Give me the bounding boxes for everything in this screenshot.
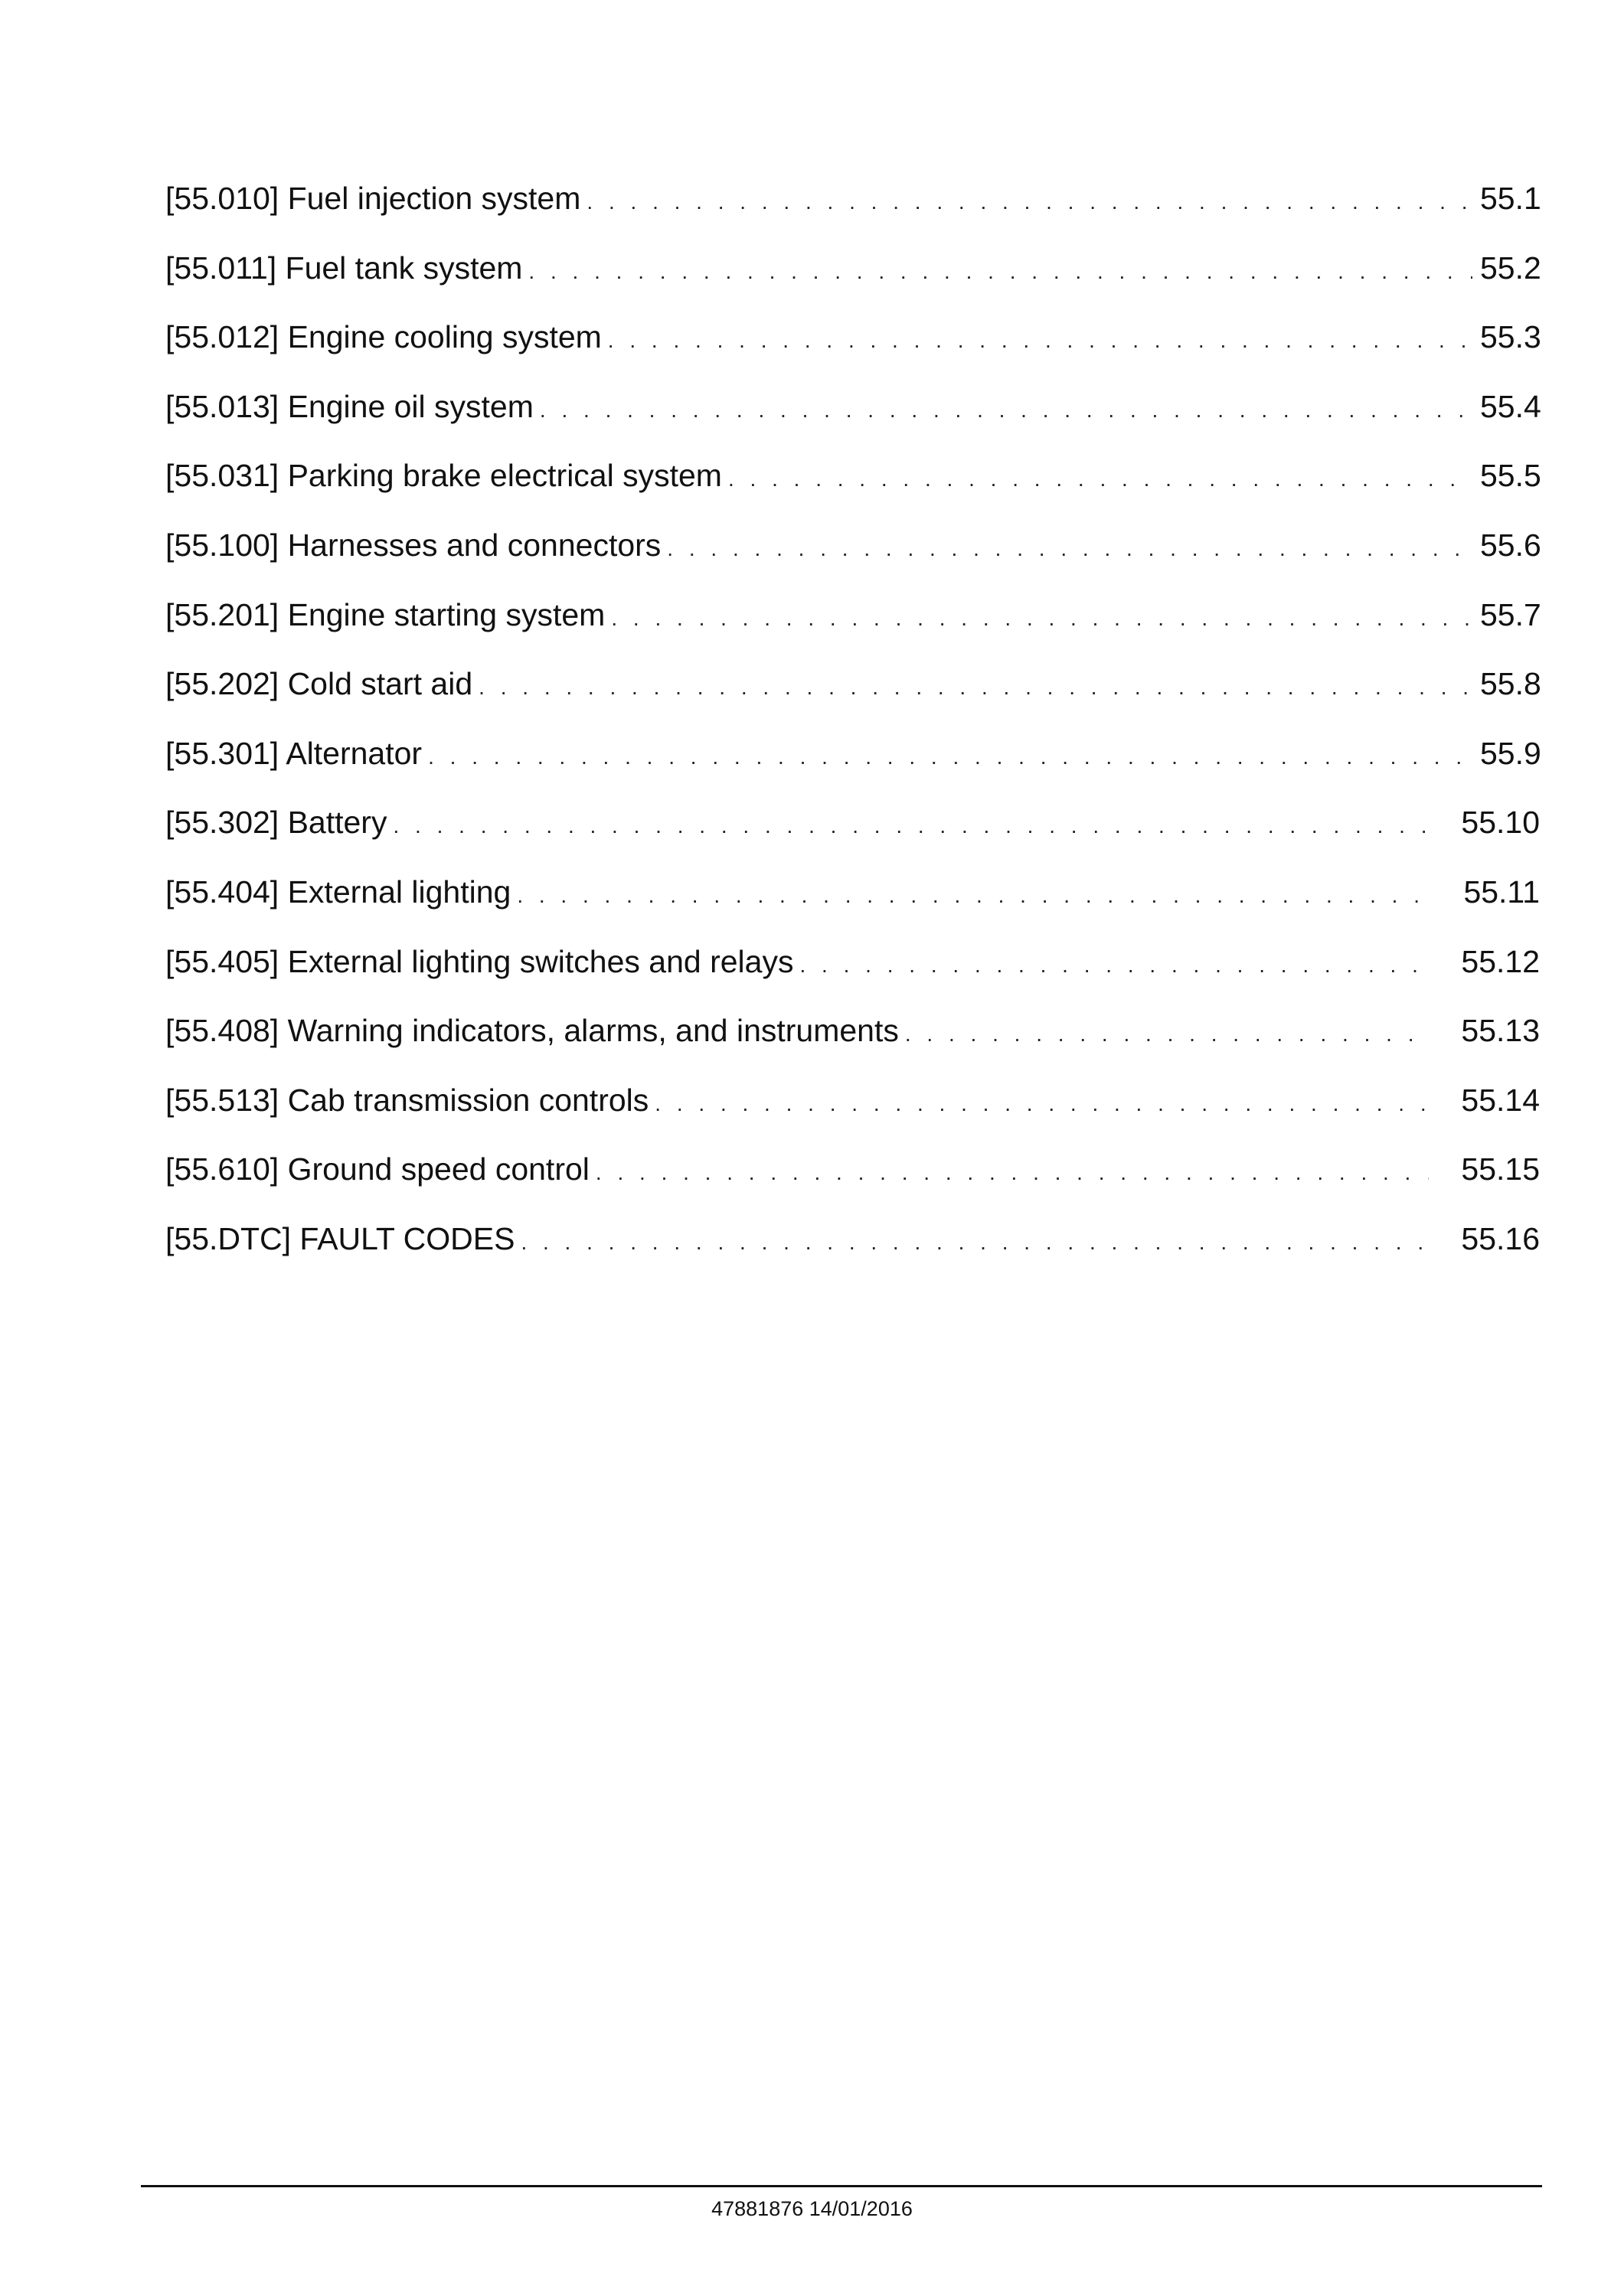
- footer-document-id: 47881876 14/01/2016: [711, 2197, 913, 2220]
- toc-entry-page[interactable]: 55.5: [1480, 458, 1541, 494]
- toc-entry[interactable]: [165, 240, 1540, 309]
- toc-entry-title[interactable]: [55.408] Warning indicators, alarms, and instruments: [165, 1013, 899, 1049]
- toc-entry-page[interactable]: 55.7: [1480, 596, 1541, 632]
- toc-dot-leader: [517, 867, 1429, 924]
- toc-entry-title[interactable]: [55.610] Ground speed control: [165, 1151, 590, 1187]
- toc-entry[interactable]: [165, 1002, 1540, 1072]
- toc-entry[interactable]: [165, 725, 1540, 795]
- toc-entry[interactable]: [165, 864, 1540, 933]
- toc-entry[interactable]: [165, 655, 1540, 725]
- toc-dot-leader: [428, 729, 1472, 785]
- toc-entry-page[interactable]: 55.10: [1461, 805, 1540, 841]
- toc-entry-title[interactable]: [55.513] Cab transmission controls: [165, 1082, 649, 1118]
- toc-entry-page[interactable]: 55.6: [1480, 527, 1541, 563]
- toc-entry-page[interactable]: 55.9: [1480, 735, 1541, 771]
- toc-dot-leader: [528, 243, 1472, 300]
- toc-dot-leader: [728, 451, 1472, 508]
- toc-entry[interactable]: [165, 517, 1540, 586]
- toc-entry-page[interactable]: 55.11: [1463, 874, 1540, 910]
- toc-dot-leader: [667, 521, 1472, 577]
- toc-dot-leader: [608, 312, 1472, 369]
- toc-dot-leader: [479, 659, 1472, 716]
- toc-entry-title[interactable]: [55.013] Engine oil system: [165, 388, 534, 424]
- toc-dot-leader: [905, 1006, 1429, 1063]
- toc-entry-page[interactable]: 55.4: [1480, 388, 1541, 424]
- toc-entry-title[interactable]: [55.012] Engine cooling system: [165, 319, 602, 355]
- toc-entry-page[interactable]: 55.15: [1461, 1151, 1540, 1187]
- toc-entry[interactable]: [165, 378, 1540, 448]
- toc-entry-title[interactable]: [55.031] Parking brake electrical system: [165, 458, 722, 494]
- toc-entry-page[interactable]: 55.8: [1480, 666, 1541, 702]
- table-of-contents: [165, 170, 1540, 1280]
- toc-entry[interactable]: [165, 170, 1540, 240]
- toc-entry[interactable]: [165, 586, 1540, 656]
- toc-entry-page[interactable]: 55.16: [1461, 1220, 1540, 1256]
- footer-divider: [141, 2185, 1542, 2187]
- toc-entry-page[interactable]: 55.1: [1480, 181, 1541, 216]
- toc-entry[interactable]: [165, 1141, 1540, 1210]
- toc-entry-title[interactable]: [55.302] Battery: [165, 805, 387, 841]
- toc-entry-title[interactable]: [55.202] Cold start aid: [165, 666, 473, 702]
- toc-entry-title[interactable]: [55.100] Harnesses and connectors: [165, 527, 662, 563]
- toc-dot-leader: [540, 382, 1472, 439]
- toc-entry[interactable]: [165, 309, 1540, 378]
- toc-entry-page[interactable]: 55.2: [1480, 250, 1541, 286]
- toc-dot-leader: [799, 937, 1429, 994]
- toc-entry-page[interactable]: 55.14: [1461, 1082, 1540, 1118]
- toc-dot-leader: [611, 590, 1472, 647]
- toc-entry-title[interactable]: [55.DTC] FAULT CODES: [165, 1220, 515, 1256]
- toc-entry-page[interactable]: 55.13: [1461, 1013, 1540, 1049]
- toc-dot-leader: [596, 1145, 1429, 1201]
- toc-entry[interactable]: [165, 1072, 1540, 1141]
- toc-dot-leader: [393, 798, 1429, 854]
- toc-entry[interactable]: [165, 1210, 1540, 1280]
- toc-dot-leader: [587, 174, 1472, 230]
- toc-entry[interactable]: [165, 794, 1540, 864]
- toc-entry-page[interactable]: 55.12: [1461, 943, 1540, 979]
- toc-dot-leader: [521, 1214, 1429, 1271]
- toc-entry-title[interactable]: [55.011] Fuel tank system: [165, 250, 523, 286]
- toc-entry-title[interactable]: [55.010] Fuel injection system: [165, 181, 581, 216]
- toc-entry-title[interactable]: [55.301] Alternator: [165, 735, 423, 771]
- toc-entry[interactable]: [165, 933, 1540, 1003]
- toc-dot-leader: [655, 1076, 1429, 1132]
- toc-entry-page[interactable]: 55.3: [1480, 319, 1541, 355]
- toc-entry-title[interactable]: [55.405] External lighting switches and relays: [165, 943, 794, 979]
- toc-entry[interactable]: [165, 447, 1540, 517]
- toc-entry-title[interactable]: [55.201] Engine starting system: [165, 596, 606, 632]
- toc-entry-title[interactable]: [55.404] External lighting: [165, 874, 511, 910]
